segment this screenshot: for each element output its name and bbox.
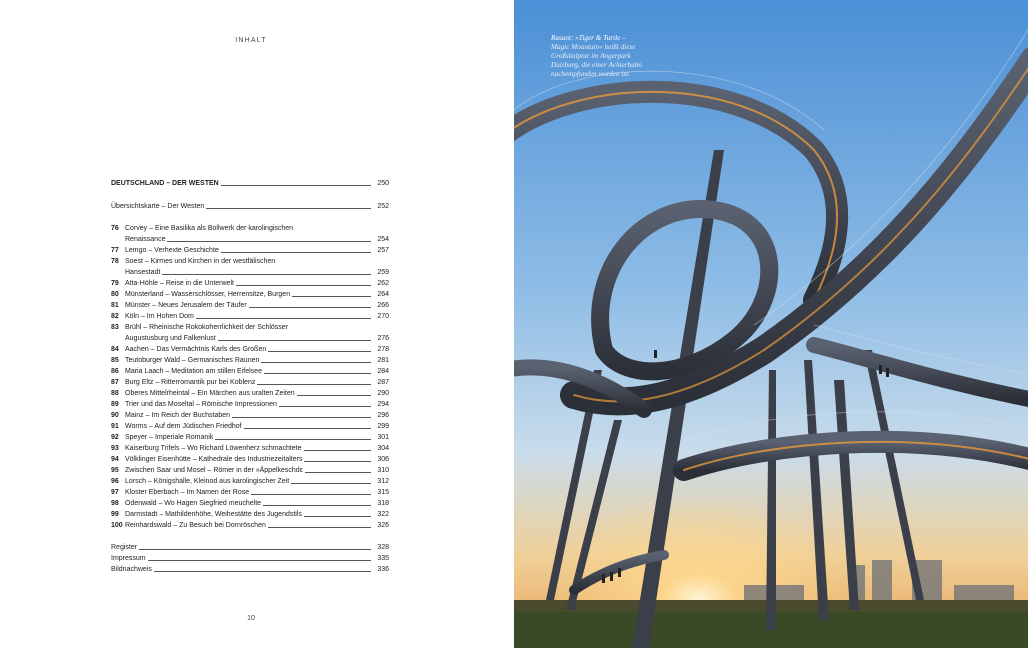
toc-entry-title: Teutoburger Wald – Germanisches Raunen: [125, 357, 260, 364]
toc-leader: [196, 318, 371, 319]
toc-entry-82[interactable]: [111, 311, 389, 322]
toc-page-number: 270: [377, 313, 389, 320]
toc-entry-title: Kloster Eberbach – Im Namen der Rose: [125, 489, 250, 496]
toc-leader: [292, 296, 371, 297]
toc-page-number: 322: [377, 511, 389, 518]
toc-entry-92[interactable]: [111, 432, 389, 443]
caption-lead: Rasant: »Tiger & Turtle –: [551, 34, 626, 42]
toc-section-row[interactable]: [111, 178, 389, 189]
toc-leader: [154, 571, 371, 572]
toc-page-number: 315: [377, 489, 389, 496]
toc-page-number: 294: [377, 401, 389, 408]
toc-entry-title: Mainz – Im Reich der Buchstaben: [125, 412, 231, 419]
toc-entry-title: Münsterland – Wasserschlösser, Herrensitze, Burgen: [125, 291, 291, 298]
toc-entry-title: Oberes Mittelrheintal – Ein Märchen aus uralten Zeiten: [125, 390, 295, 397]
toc-entry-number: 83: [111, 324, 119, 331]
toc-entries: [111, 223, 389, 531]
toc-appendix: [111, 542, 389, 575]
toc-leader: [244, 428, 371, 429]
toc-leader: [305, 472, 371, 473]
toc-entry-number: 91: [111, 423, 119, 430]
toc-leader: [268, 527, 371, 528]
toc-entry-title-cont: Hansestadt: [125, 269, 161, 276]
toc-page-number: 254: [377, 236, 389, 243]
toc-leader: [206, 208, 371, 209]
toc-leader: [291, 483, 371, 484]
toc-leader: [251, 494, 371, 495]
toc-entry-number: 89: [111, 401, 119, 408]
toc-appendix-bildnachweis[interactable]: [111, 564, 389, 575]
toc-entry-title: Zwischen Saar und Mosel – Römer in der »Äppelkeschdε: [125, 467, 303, 474]
toc-leader: [218, 340, 371, 341]
toc-entry-title: Übersichtskarte – Der Westen: [111, 203, 205, 210]
toc-entry-number: 97: [111, 489, 119, 496]
toc-page-number: 257: [377, 247, 389, 254]
toc-entry-number: 90: [111, 412, 119, 419]
toc-entry-title: Corvey – Eine Basilika als Bollwerk der karolingischen: [125, 225, 294, 232]
toc-leader: [264, 373, 371, 374]
toc-entry-91[interactable]: [111, 421, 389, 432]
toc-page-number: 290: [377, 390, 389, 397]
toc-entry-title: Atta-Höhle – Reise in die Unterwelt: [125, 280, 234, 287]
toc-page-number: 306: [377, 456, 389, 463]
toc-entry-87[interactable]: [111, 377, 389, 388]
toc-section: [111, 178, 389, 189]
toc-page-number: 301: [377, 434, 389, 441]
toc-entry-77[interactable]: [111, 245, 389, 256]
toc-page-number: 296: [377, 412, 389, 419]
toc-leader: [232, 417, 371, 418]
toc-overview-row[interactable]: [111, 201, 389, 212]
toc-leader: [257, 384, 371, 385]
toc-leader: [139, 549, 371, 550]
toc-entry-100[interactable]: [111, 520, 389, 531]
toc-entry-number: 96: [111, 478, 119, 485]
toc-entry-99[interactable]: [111, 509, 389, 520]
toc-leader: [221, 252, 371, 253]
toc-entry-89[interactable]: [111, 399, 389, 410]
toc-entry-title: Bildnachweis: [111, 566, 152, 573]
toc-page-number: 278: [377, 346, 389, 353]
toc-entry-title: Aachen – Das Vermächtnis Karls des Großen: [125, 346, 267, 353]
toc-leader: [304, 450, 371, 451]
toc-entry-title: Maria Laach – Meditation am stillen Eifelsee: [125, 368, 262, 375]
toc-leader: [304, 461, 371, 462]
toc-entry-title: Burg Eltz – Ritterromantik pur bei Koblenz: [125, 379, 256, 386]
toc-appendix-register[interactable]: [111, 542, 389, 553]
toc-entry-85[interactable]: [111, 355, 389, 366]
toc-leader: [167, 241, 371, 242]
toc-entry-96[interactable]: [111, 476, 389, 487]
toc-page-number: 284: [377, 368, 389, 375]
toc-leader: [221, 185, 371, 186]
toc-page-number: 310: [377, 467, 389, 474]
toc-leader: [304, 516, 371, 517]
toc-entry-90[interactable]: [111, 410, 389, 421]
toc-entry-title-cont: Augustusburg und Falkenlust: [125, 335, 216, 342]
toc-entry-title: Soest – Kirmes und Kirchen in der westfälischen: [125, 258, 276, 265]
toc-leader: [279, 406, 371, 407]
toc-leader: [236, 285, 371, 286]
toc-entry-number: 85: [111, 357, 119, 364]
toc-page-number: 299: [377, 423, 389, 430]
toc-entry-number: 100: [111, 522, 123, 529]
toc-entry-76[interactable]: [111, 223, 389, 234]
toc-entry-78-cont[interactable]: [111, 267, 389, 278]
toc-entry-number: 93: [111, 445, 119, 452]
toc-section-title: DEUTSCHLAND – DER WESTEN: [111, 180, 219, 187]
toc-entry-title: Reinhardswald – Zu Besuch bei Dornröschen: [125, 522, 266, 529]
toc-entry-number: 76: [111, 225, 119, 232]
toc-page-number: 326: [377, 522, 389, 529]
toc-entry-number: 95: [111, 467, 119, 474]
toc-entry-number: 88: [111, 390, 119, 397]
toc-leader: [297, 395, 371, 396]
toc-leader: [215, 439, 371, 440]
toc-entry-title: Worms – Auf dem Jüdischen Friedhof: [125, 423, 242, 430]
toc-entry-number: 80: [111, 291, 119, 298]
toc-entry-97[interactable]: [111, 487, 389, 498]
toc-entry-83-cont[interactable]: [111, 333, 389, 344]
page-header: INHALT: [235, 37, 267, 44]
toc-page-number: 266: [377, 302, 389, 309]
toc-leader: [263, 505, 371, 506]
toc-page-number: 276: [377, 335, 389, 342]
toc-page-number: 328: [377, 544, 389, 551]
toc-leader: [249, 307, 371, 308]
toc-entry-title: Lemgo – Verhexte Geschichte: [125, 247, 219, 254]
toc-page-number: 287: [377, 379, 389, 386]
caption-line: nachempfunden worden ist.: [551, 70, 630, 78]
toc-entry-95[interactable]: [111, 465, 389, 476]
toc-entry-number: 92: [111, 434, 119, 441]
toc-entry-94[interactable]: [111, 454, 389, 465]
caption-line: Großskulptur im Angerpark: [551, 52, 631, 60]
toc-entry-number: 99: [111, 511, 119, 518]
toc-entry-title: Trier und das Moseltal – Römische Impressionen: [125, 401, 277, 408]
toc-entry-title: Köln – Im Hohen Dom: [125, 313, 194, 320]
toc-entry-79[interactable]: [111, 278, 389, 289]
toc-entry-title-cont: Renaissance: [125, 236, 166, 243]
toc-entry-number: 98: [111, 500, 119, 507]
toc-page-number: 262: [377, 280, 389, 287]
toc-entry-title: Münster – Neues Jerusalem der Täufer: [125, 302, 247, 309]
toc-overview: [111, 201, 389, 212]
toc-page-number: 304: [377, 445, 389, 452]
toc-entry-80[interactable]: [111, 289, 389, 300]
caption-line: Duisburg, die einer Achterbahn: [551, 61, 643, 69]
toc-entry-number: 79: [111, 280, 119, 287]
toc-leader: [162, 274, 371, 275]
toc-entry-title: Impressum: [111, 555, 146, 562]
toc-page-number: 250: [377, 180, 389, 187]
toc-entry-number: 86: [111, 368, 119, 375]
toc-entry-86[interactable]: [111, 366, 389, 377]
toc-entry-88[interactable]: [111, 388, 389, 399]
toc-entry-81[interactable]: [111, 300, 389, 311]
toc-entry-title: Kaiserburg Trifels – Wo Richard Löwenherz schmachtete: [125, 445, 302, 452]
photo-page: [514, 0, 1028, 648]
toc-entry-number: 94: [111, 456, 119, 463]
toc-page-number: 259: [377, 269, 389, 276]
toc-page-number: 312: [377, 478, 389, 485]
toc-page-number: 281: [377, 357, 389, 364]
toc-entry-83[interactable]: [111, 322, 389, 333]
toc-entry-title: Odenwald – Wo Hagen Siegfried meuchelte: [125, 500, 262, 507]
toc-entry-84[interactable]: [111, 344, 389, 355]
toc-leader: [148, 560, 371, 561]
photo-caption: [551, 34, 667, 79]
toc-entry-93[interactable]: [111, 443, 389, 454]
toc-leader: [261, 362, 371, 363]
toc-entry-98[interactable]: [111, 498, 389, 509]
caption-line: Magic Mountain« heißt diese: [551, 43, 636, 51]
toc-entry-78[interactable]: [111, 256, 389, 267]
toc-entry-title: Brühl – Rheinische Rokokoherrlichkeit der Schlösser: [125, 324, 289, 331]
toc-page-number: 336: [377, 566, 389, 573]
toc-entry-number: 78: [111, 258, 119, 265]
page-number: 10: [247, 615, 255, 622]
toc-entry-number: 82: [111, 313, 119, 320]
toc-entry-number: 77: [111, 247, 119, 254]
toc-entry-title: Register: [111, 544, 138, 551]
toc-entry-number: 84: [111, 346, 119, 353]
toc-entry-title: Speyer – Imperiale Romanik: [125, 434, 214, 441]
toc-page-number: 318: [377, 500, 389, 507]
toc-entry-title: Völklinger Eisenhütte – Kathedrale des Industriezeitalters: [125, 456, 303, 463]
toc-page-number: 252: [377, 203, 389, 210]
toc-entry-title: Lorsch – Königshalle, Kleinod aus karolingischer Zeit: [125, 478, 290, 485]
toc-entry-76-cont[interactable]: [111, 234, 389, 245]
toc-entry-number: 87: [111, 379, 119, 386]
toc-leader: [268, 351, 371, 352]
toc-page-number: 264: [377, 291, 389, 298]
toc-entry-title: Darmstadt – Mathildenhöhe, Weihestätte des Jugendstils: [125, 511, 302, 518]
toc-appendix-impressum[interactable]: [111, 553, 389, 564]
sculpture-photo: [514, 0, 1028, 648]
toc-page-number: 335: [377, 555, 389, 562]
toc-entry-number: 81: [111, 302, 119, 309]
